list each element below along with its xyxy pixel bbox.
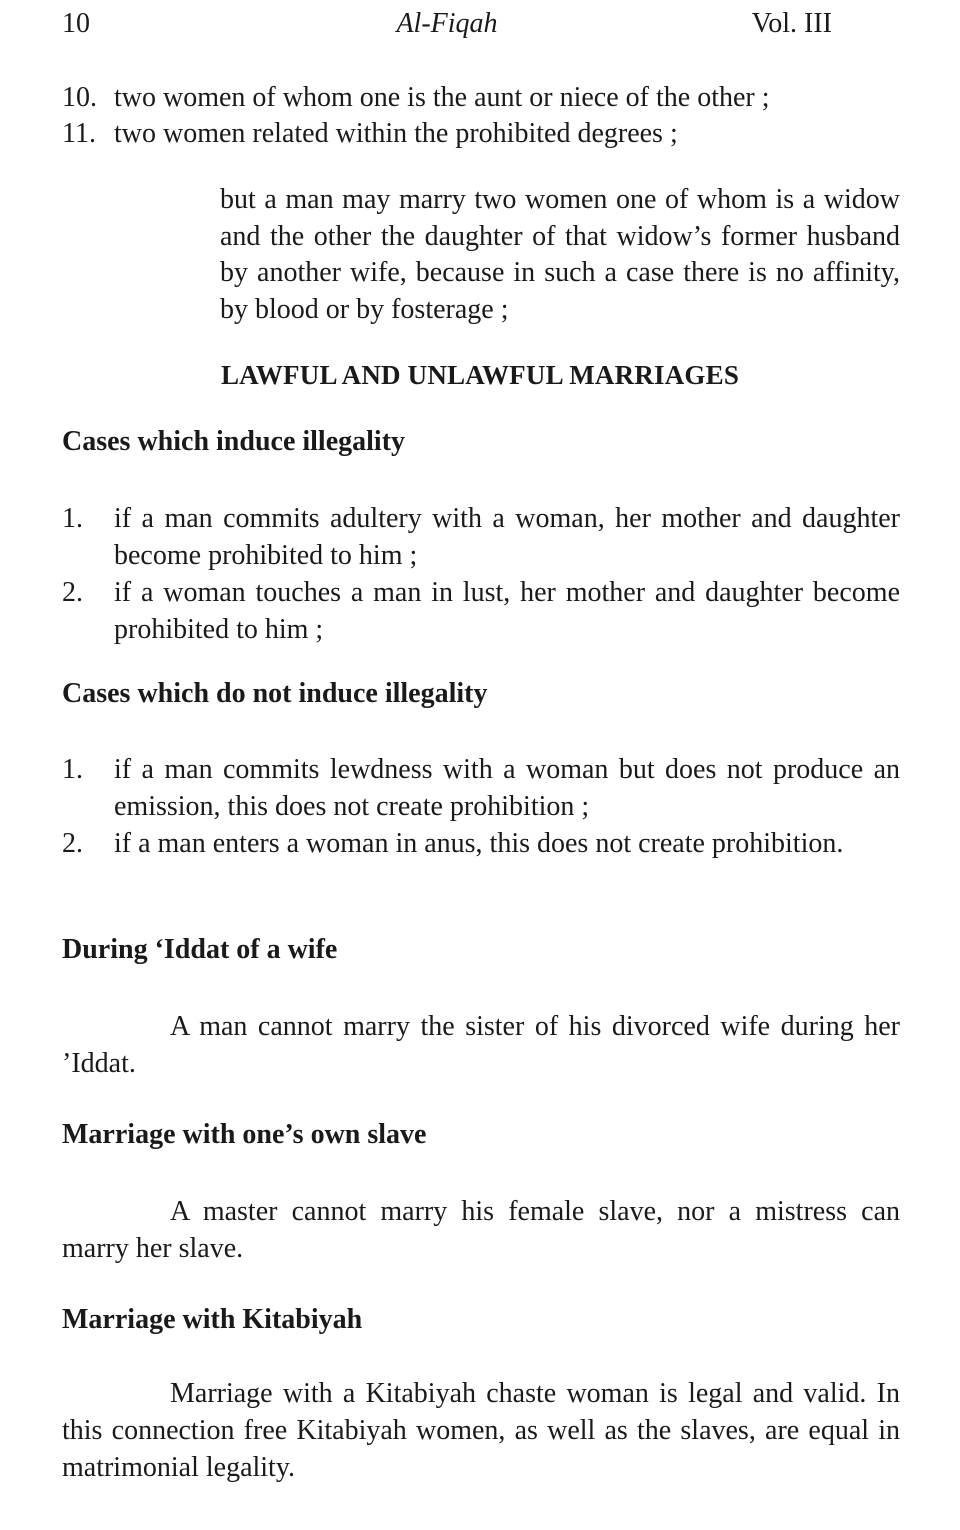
iddat-heading: During ‘Iddat of a wife [62, 934, 338, 965]
exception-paragraph: but a man may marry two women one of whom is a widow and the other the daughter of that widow’s former husband by another wife, because in such a case there is no affinity, by blood or by fosterage ; [220, 184, 900, 325]
item-number: 2. [62, 828, 83, 859]
item-number: 1. [62, 754, 83, 785]
volume-label: Vol. III [751, 8, 832, 39]
page-number: 10 [62, 8, 90, 39]
list-item [62, 825, 900, 862]
illegality-list [62, 500, 900, 648]
section-heading: LAWFUL AND UNLAWFUL MARRIAGES [220, 360, 740, 390]
running-title: Al-Fiqah [396, 8, 498, 39]
list-item [62, 574, 900, 648]
item-number: 11. [62, 118, 96, 149]
item-text: two women of whom one is the aunt or niece of the other ; [114, 82, 770, 113]
item-number: 10. [62, 82, 97, 113]
item-number: 1. [62, 503, 83, 534]
item-number: 2. [62, 577, 83, 608]
list-item [62, 500, 900, 574]
own-slave-paragraph: A master cannot marry his female slave, nor a mistress can marry her slave. [62, 1196, 900, 1264]
kitabiyah-paragraph: Marriage with a Kitabiyah chaste woman is legal and valid. In this connection free Kitabiyah women, as well as the slaves, are equal in matrimonial legality. [62, 1378, 900, 1483]
kitabiyah-heading: Marriage with Kitabiyah [62, 1304, 363, 1335]
no-illegality-heading: Cases which do not induce illegality [62, 678, 488, 709]
item-text: two women related within the prohibited degrees ; [114, 118, 678, 149]
item-text: if a woman touches a man in lust, her mother and daughter become prohibited to him ; [114, 577, 900, 645]
list-item [62, 751, 900, 825]
item-text: if a man commits lewdness with a woman but does not produce an emission, this does not create prohibition ; [114, 754, 900, 822]
prohibited-list-continued [62, 80, 900, 152]
item-text: if a man commits adultery with a woman, her mother and daughter become prohibited to him ; [114, 503, 900, 571]
illegality-heading: Cases which induce illegality [62, 426, 406, 457]
list-item [62, 80, 900, 116]
no-illegality-list [62, 751, 900, 862]
own-slave-heading: Marriage with one’s own slave [62, 1119, 427, 1150]
iddat-paragraph: A man cannot marry the sister of his divorced wife during her ’Iddat. [62, 1011, 900, 1079]
page-header [62, 4, 832, 44]
item-text: if a man enters a woman in anus, this does not create prohibition. [114, 828, 844, 859]
list-item [62, 116, 900, 152]
